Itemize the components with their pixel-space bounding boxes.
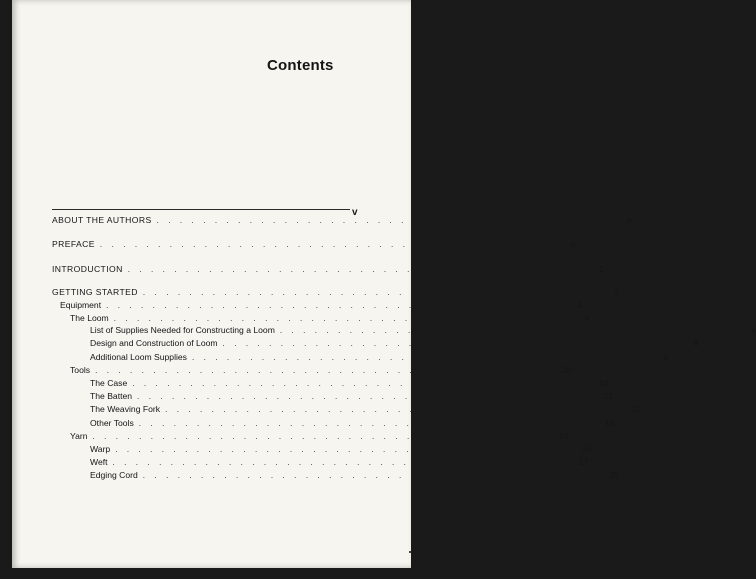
toc-dot-leader: . . . . . . . . . . . . . . . . . . . . . . . . . . . . . . . . . . . . . . . . bbox=[95, 366, 556, 375]
toc-entry bbox=[52, 239, 576, 252]
header-rule bbox=[52, 209, 350, 210]
toc-entry bbox=[52, 287, 619, 300]
toc-entry bbox=[90, 457, 589, 470]
toc-entry bbox=[70, 365, 572, 378]
toc-entry-label: Design and Construction of Loom bbox=[90, 338, 218, 348]
toc-entry-label: Edging Cord bbox=[90, 470, 138, 480]
toc-entry bbox=[70, 431, 569, 444]
toc-entry-label: Additional Loom Supplies bbox=[90, 352, 187, 362]
toc-dot-leader: . . . . . . . . . . . . . . . . . . . . . . . . . . . . . . . . . . . . . . . . bbox=[99, 240, 560, 249]
toc-dot-leader: . . . . . . . . . . . . . . . . . . . . . . . . . . . . . . . . . . . . . . . . bbox=[112, 458, 573, 467]
toc-dot-leader: . . . . . . . . . . . . . . . . . . . . . . . . . . . . . . . . . . . . . . . . bbox=[138, 419, 599, 428]
toc-entry-label: Yarn bbox=[70, 431, 88, 441]
toc-entry-page: xi bbox=[569, 239, 576, 249]
page-number: v bbox=[352, 207, 358, 218]
toc-entry bbox=[52, 215, 633, 228]
toc-entry-page: 14 bbox=[605, 418, 615, 428]
toc-entry-page: 1 bbox=[598, 264, 604, 274]
toc-entry bbox=[60, 300, 583, 313]
toc-entry-page: 13 bbox=[631, 404, 642, 414]
toc-entry-page: 11 bbox=[604, 391, 614, 401]
toc-entry-label: PREFACE bbox=[52, 239, 95, 249]
toc-entry-page: 4 bbox=[584, 313, 590, 323]
toc-entry-page: 6 bbox=[751, 325, 756, 335]
toc-entry-page: 8 bbox=[693, 338, 699, 348]
toc-dot-leader: . . . . . . . . . . . . . . . . . . . . . . . . . . . . . . . . . . . . . . . . bbox=[279, 326, 740, 335]
toc-entry bbox=[90, 404, 642, 417]
toc-entry bbox=[90, 352, 668, 365]
toc-entry-page: 16 bbox=[558, 431, 569, 441]
toc-dot-leader: . . . . . . . . . . . . . . . . . . . . . . . . . . . . . . . . . . . . . . . . bbox=[222, 339, 683, 348]
toc-entry-page: 10 bbox=[561, 365, 572, 375]
toc-entry-label: GETTING STARTED bbox=[52, 287, 138, 297]
corner-mark bbox=[409, 551, 411, 553]
book-page bbox=[12, 0, 756, 568]
toc-entry bbox=[90, 338, 699, 351]
toc-dot-leader: . . . . . . . . . . . . . . . . . . . . . . . . . . . . . . . . . . . . . . . . bbox=[191, 353, 652, 362]
toc-entry bbox=[90, 470, 619, 483]
toc-entry bbox=[90, 391, 614, 404]
toc-entry-page: 9 bbox=[663, 352, 668, 362]
toc-entry-page: 17 bbox=[578, 457, 589, 467]
toc-dot-leader: . . . . . . . . . . . . . . . . . . . . . . . . . . . . . . . . . . . . . . . . bbox=[156, 216, 617, 225]
toc-dot-leader: . . . . . . . . . . . . . . . . . . . . . . . . . . . . . . . . . . . . . . . . bbox=[115, 445, 576, 454]
toc-entry-label: Other Tools bbox=[90, 418, 134, 428]
toc-entry-label: Tools bbox=[70, 365, 91, 375]
toc-dot-leader: . . . . . . . . . . . . . . . . . . . . . . . . . . . . . . . . . . . . . . . . bbox=[165, 405, 626, 414]
toc-dot-leader: . . . . . . . . . . . . . . . . . . . . . . . . . . . . . . . . . . . . . . . . bbox=[137, 392, 598, 401]
toc-entry-page: 4 bbox=[577, 300, 583, 310]
toc-entry-page: 16 bbox=[581, 444, 592, 454]
toc-entry-label: The Weaving Fork bbox=[90, 404, 161, 414]
toc-entry-label: The Batten bbox=[90, 391, 133, 401]
toc-dot-leader: . . . . . . . . . . . . . . . . . . . . . . . . . . . . . . . . . . . . . . . . bbox=[92, 432, 553, 441]
toc-entry bbox=[90, 325, 756, 338]
toc-dot-leader: . . . . . . . . . . . . . . . . . . . . . . . . . . . . . . . . . . . . . . . . bbox=[106, 301, 567, 310]
toc-entry-page: 3 bbox=[614, 287, 619, 297]
toc-entry-label: ABOUT THE AUTHORS bbox=[52, 215, 152, 225]
toc-entry-label: INTRODUCTION bbox=[52, 264, 123, 274]
toc-entry-label: Weft bbox=[90, 457, 108, 467]
toc-entry-label: Equipment bbox=[60, 300, 102, 310]
toc-entry-page: 10 bbox=[598, 378, 609, 388]
toc-entry-page: ix bbox=[626, 215, 633, 225]
toc-entry bbox=[90, 444, 592, 457]
toc-entry bbox=[90, 378, 609, 391]
toc-dot-leader: . . . . . . . . . . . . . . . . . . . . . . . . . . . . . . . . . . . . . . . . bbox=[142, 471, 603, 480]
toc-entry-label: List of Supplies Needed for Constructing a Loom bbox=[90, 325, 275, 335]
toc-dot-leader: . . . . . . . . . . . . . . . . . . . . . . . . . . . . . . . . . . . . . . . . bbox=[132, 379, 593, 388]
page-title: Contents bbox=[267, 57, 334, 74]
toc-entry-label: Warp bbox=[90, 444, 111, 454]
toc-entry-label: The Loom bbox=[70, 313, 109, 323]
toc-entry bbox=[52, 264, 604, 277]
toc-entry-label: The Case bbox=[90, 378, 128, 388]
toc-dot-leader: . . . . . . . . . . . . . . . . . . . . . . . . . . . . . . . . . . . . . . . . bbox=[113, 314, 574, 323]
toc-entry bbox=[90, 418, 615, 431]
toc-dot-leader: . . . . . . . . . . . . . . . . . . . . . . . . . . . . . . . . . . . . . . . . bbox=[127, 265, 588, 274]
toc-dot-leader: . . . . . . . . . . . . . . . . . . . . . . . . . . . . . . . . . . . . . . . . bbox=[142, 288, 603, 297]
toc-entry-page: 20 bbox=[609, 470, 619, 480]
